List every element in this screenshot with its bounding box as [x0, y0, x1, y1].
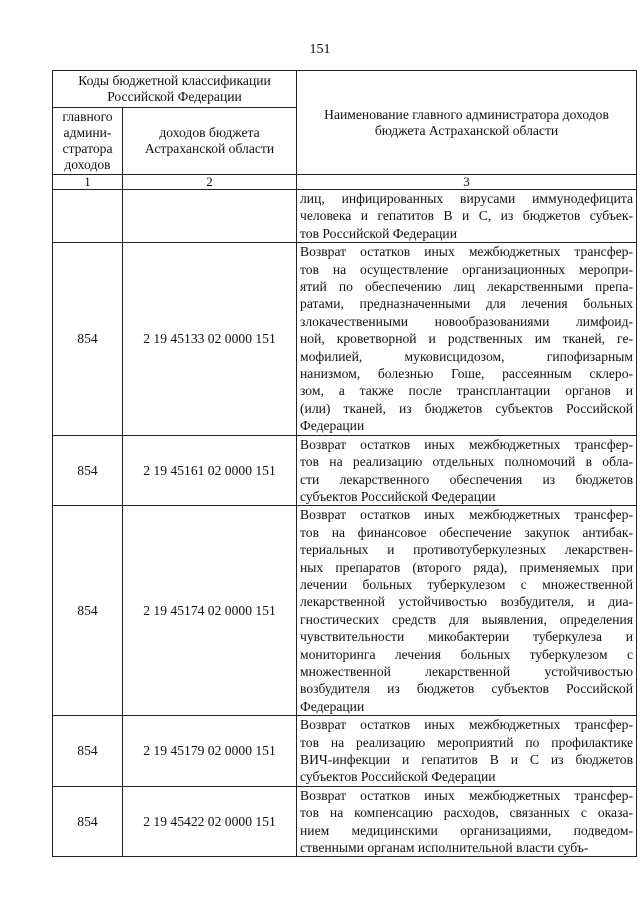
admin-code-cell: 854	[53, 243, 123, 435]
header-admin-line: стратора	[62, 141, 113, 156]
description-cell	[297, 786, 637, 857]
description-line: тов на финансовое обеспечение закупок антибак-	[300, 524, 634, 540]
description-line: мониторинга лечения больных туберкулезом с	[300, 646, 634, 662]
column-number-row	[53, 175, 637, 190]
description-cell	[297, 716, 637, 787]
description-cell	[297, 243, 637, 435]
description-line: Возврат остатков иных межбюджетных трансфер-	[300, 787, 634, 803]
description-line: сти лекарственного обеспечения из бюджетов	[300, 471, 634, 487]
description-line: Возврат остатков иных межбюджетных трансфер-	[300, 717, 634, 733]
header-admin-line: главного	[62, 109, 113, 124]
table-row	[53, 190, 637, 243]
column-number: 3	[297, 175, 637, 190]
header-group-line: Коды бюджетной классификации	[78, 73, 271, 88]
description-line: ной, кроветворной и родственных им тканей, ге-	[300, 331, 634, 347]
description-line: ратами, предназначенными для лечения больных	[300, 296, 634, 312]
budget-code-cell: 2 19 45133 02 0000 151	[123, 243, 297, 435]
description-line: нанизмом, болезнью Гоше, рассеянным склеро-	[300, 366, 634, 382]
header-group-line: Российской Федерации	[107, 89, 242, 104]
budget-code-cell	[123, 190, 297, 243]
description-line: лиц, инфицированных вирусами иммунодефицита	[300, 191, 634, 206]
admin-code-cell	[53, 190, 123, 243]
budget-code-cell: 2 19 45174 02 0000 151	[123, 506, 297, 716]
admin-code-cell: 854	[53, 435, 123, 506]
description-line: тов на компенсацию расходов, связанных с оказа-	[300, 805, 634, 821]
description-cell	[297, 435, 637, 506]
description-line: мофилией, муковисцидозом, гипофизарным	[300, 348, 634, 364]
description-line: ятий по обеспечению лиц лекарственными препа-	[300, 279, 634, 295]
table-row	[53, 506, 637, 716]
description-line: (или) тканей, из бюджетов субъектов Российской	[300, 400, 634, 416]
description-cell	[297, 190, 637, 243]
description-line: ных препаратов (второго ряда), применяемых при	[300, 559, 634, 575]
header-name-line: Наименование главного администратора доходов	[324, 106, 609, 122]
header-group-codes	[53, 71, 297, 108]
header-admin-line: админи-	[63, 125, 112, 140]
page-number: 151	[309, 42, 331, 57]
column-number: 2	[123, 175, 297, 190]
admin-code-cell: 854	[53, 506, 123, 716]
description-line: лекарственной устойчивостью возбудителя, и диа-	[300, 594, 634, 610]
header-row-group	[53, 71, 637, 108]
description-line: Возврат остатков иных межбюджетных трансфер-	[300, 507, 634, 523]
description-line: злокачественными новообразованиями лимфоид-	[300, 313, 634, 329]
budget-code-cell: 2 19 45422 02 0000 151	[123, 786, 297, 857]
description-line: териальных и противотуберкулезных лекарствен-	[300, 542, 634, 558]
header-name-column	[297, 71, 637, 175]
description-line: ственными органам исполнительной власти субъ-	[300, 840, 589, 856]
description-line: лечении больных туберкулезом с множественной	[300, 576, 634, 592]
table-row	[53, 243, 637, 435]
description-line: субъектов Российской Федерации	[300, 769, 496, 785]
description-line: ВИЧ-инфекции и гепатитов В и С из бюджетов	[300, 752, 634, 767]
description-line: нием медицинскими организациями, подведом-	[300, 822, 634, 838]
description-line: субъектов Российской Федерации	[300, 488, 496, 504]
header-name-line: бюджета Астраханской области	[374, 122, 559, 138]
header-code-line: Астраханской области	[144, 141, 275, 156]
table-row	[53, 786, 637, 857]
column-number: 1	[53, 175, 123, 190]
description-line: Федерации	[300, 698, 365, 714]
description-line: тов на реализацию отдельных полномочий в обла-	[300, 454, 634, 470]
description-line: тов на осуществление организационных меропри-	[300, 261, 634, 277]
header-code-line: доходов бюджета	[159, 125, 260, 140]
description-line: множественной лекарственной устойчивостью	[300, 663, 634, 679]
description-cell	[297, 506, 637, 716]
table-row	[53, 716, 637, 787]
description-line: возбудителя из бюджетов субъектов Российской	[300, 681, 634, 697]
header-code-column	[123, 108, 297, 175]
header-admin-line: доходов	[64, 157, 111, 172]
table-row	[53, 435, 637, 506]
description-line: тов на реализацию мероприятий по профилактике	[300, 734, 634, 750]
description-line: гностических средств для выявления, определения	[300, 611, 634, 627]
admin-code-cell: 854	[53, 716, 123, 787]
description-line: чувствительности микобактерии туберкулеза и	[300, 629, 634, 645]
budget-code-cell: 2 19 45161 02 0000 151	[123, 435, 297, 506]
description-line: тов Российской Федерации	[300, 225, 457, 241]
description-line: Возврат остатков иных межбюджетных трансфер-	[300, 436, 634, 452]
admin-code-cell: 854	[53, 786, 123, 857]
description-line: Федерации	[300, 418, 365, 434]
header-admin-column	[53, 108, 123, 175]
budget-classification-table	[52, 70, 637, 857]
description-line: зом, а также после трансплантации органов и	[300, 383, 634, 399]
budget-code-cell: 2 19 45179 02 0000 151	[123, 716, 297, 787]
description-line: человека и гепатитов В и С, из бюджетов субъек-	[300, 208, 634, 224]
description-line: Возврат остатков иных межбюджетных трансфер-	[300, 244, 634, 260]
